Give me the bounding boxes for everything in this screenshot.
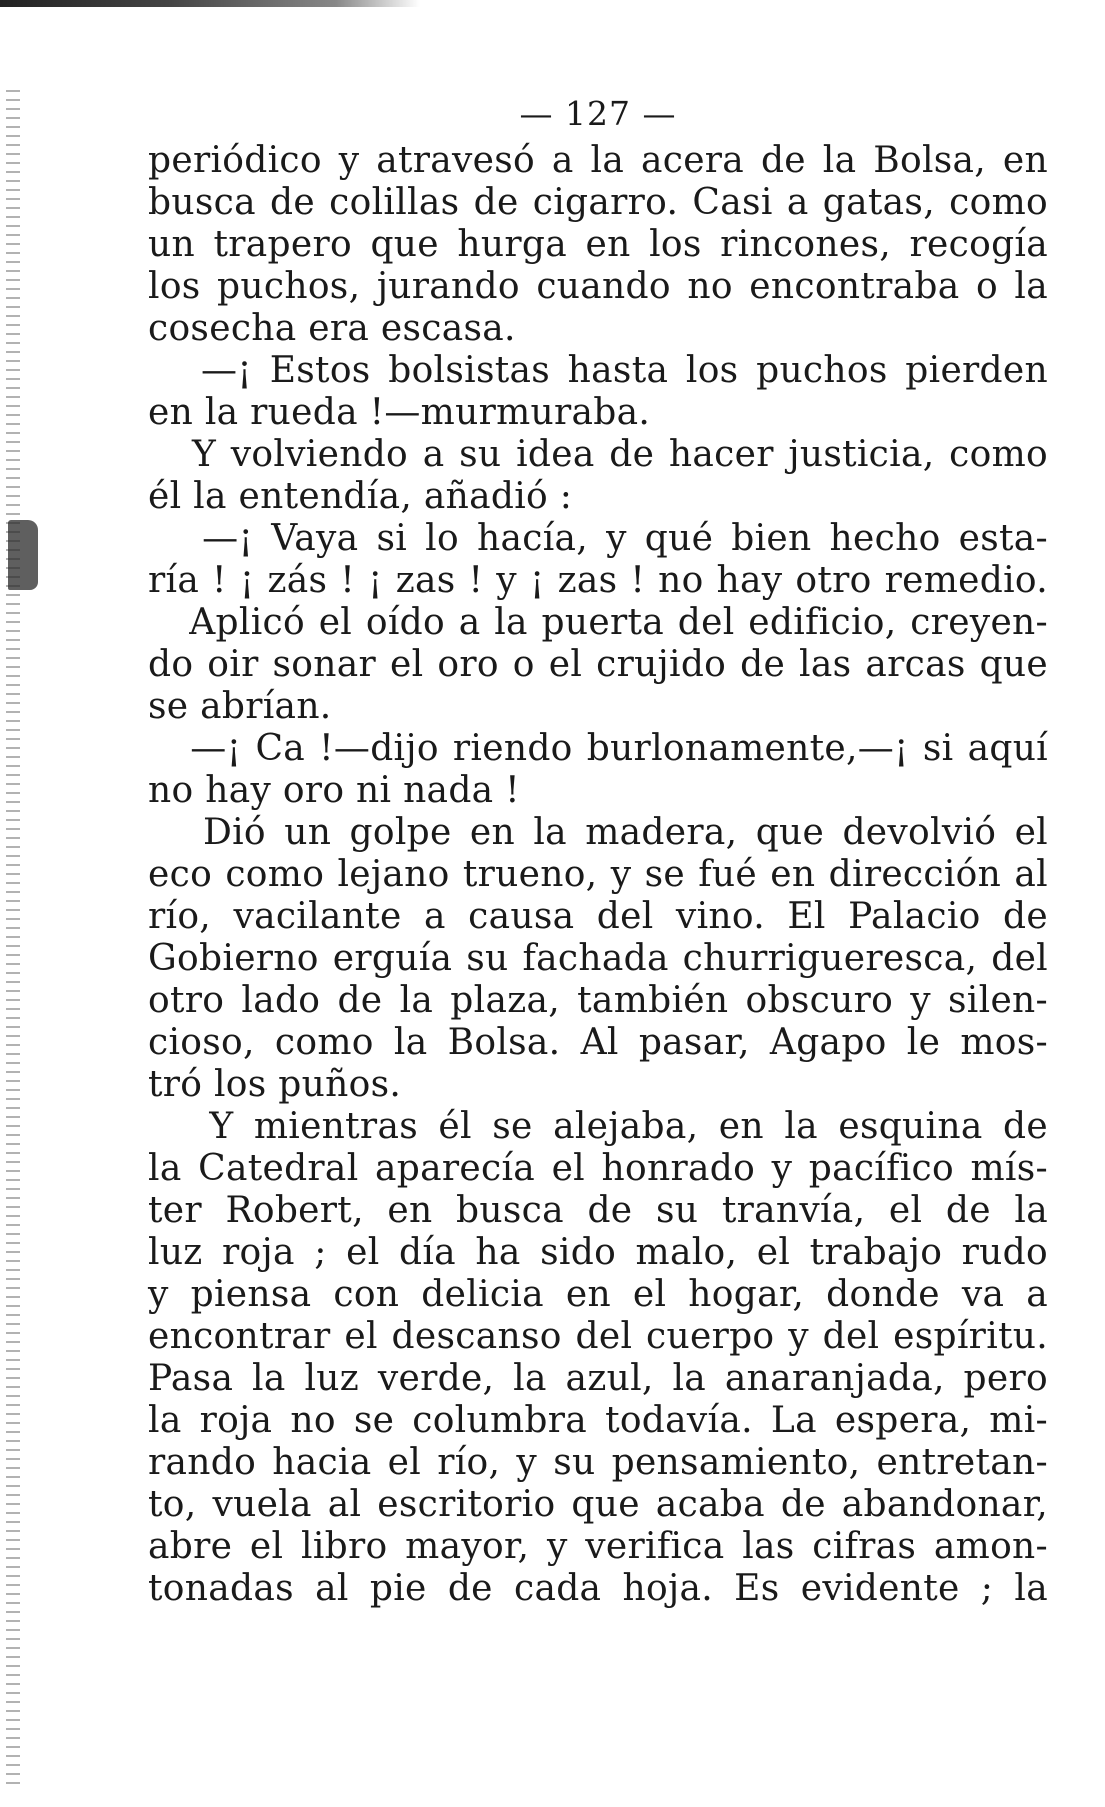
text-line: —¡ Vaya si lo hacía, y qué bien hecho esta- <box>148 518 1048 559</box>
page-number: — 127 — <box>519 94 677 133</box>
text-line: —¡ Estos bolsistas hasta los puchos pierden <box>148 350 1048 391</box>
text-line: tró los puños. <box>148 1064 402 1105</box>
text-line: rando hacia el río, y su pensamiento, entretan- <box>148 1442 1048 1483</box>
text-line: y piensa con delicia en el hogar, donde va a <box>148 1274 1048 1315</box>
text-line: eco como lejano trueno, y se fué en dirección al <box>148 854 1048 895</box>
text-line: abre el libro mayor, y verifica las cifras amon- <box>148 1526 1048 1567</box>
body-text <box>148 140 1048 1610</box>
text-line: tonadas al pie de cada hoja. Es evidente ; la <box>148 1568 1048 1609</box>
text-line: otro lado de la plaza, también obscuro y silen- <box>148 980 1048 1021</box>
text-line: Gobierno erguía su fachada churrigueresca, del <box>148 938 1048 979</box>
scan-top-edge <box>0 0 420 7</box>
text-line: periódico y atravesó a la acera de la Bolsa, en <box>148 140 1048 181</box>
text-line: él la entendía, añadió : <box>148 476 573 517</box>
text-line: luz roja ; el día ha sido malo, el trabajo rudo <box>148 1232 1048 1273</box>
binding-ink-blot <box>8 520 38 590</box>
text-line: to, vuela al escritorio que acaba de abandonar, <box>148 1484 1048 1525</box>
text-line: busca de colillas de cigarro. Casi a gatas, como <box>148 182 1048 223</box>
text-line: ter Robert, en busca de su tranvía, el de la <box>148 1190 1048 1231</box>
text-line: Dió un golpe en la madera, que devolvió el <box>148 812 1048 853</box>
text-line: cosecha era escasa. <box>148 308 516 349</box>
text-line: la Catedral aparecía el honrado y pacífico mís- <box>148 1148 1048 1189</box>
text-line: Aplicó el oído a la puerta del edificio, creyen- <box>148 602 1048 643</box>
text-line: encontrar el descanso del cuerpo y del espíritu. <box>148 1316 1048 1357</box>
text-line: río, vacilante a causa del vino. El Palacio de <box>148 896 1048 937</box>
text-line: do oir sonar el oro o el crujido de las arcas que <box>148 644 1048 685</box>
text-line: cioso, como la Bolsa. Al pasar, Agapo le mos- <box>148 1022 1048 1063</box>
text-line: en la rueda !—murmuraba. <box>148 392 651 433</box>
text-line: un trapero que hurga en los rincones, recogía <box>148 224 1048 265</box>
text-line: Pasa la luz verde, la azul, la anaranjada, pero <box>148 1358 1048 1399</box>
binding-edge <box>6 90 20 1790</box>
book-page <box>148 88 1048 1610</box>
text-line: ría ! ¡ zás ! ¡ zas ! y ¡ zas ! no hay otro remedio. <box>148 560 1048 601</box>
text-line: los puchos, jurando cuando no encontraba o la <box>148 266 1048 307</box>
text-line: no hay oro ni nada ! <box>148 770 520 811</box>
text-line: Y volviendo a su idea de hacer justicia, como <box>148 434 1048 475</box>
text-line: la roja no se columbra todavía. La espera, mi- <box>148 1400 1048 1441</box>
text-line: —¡ Ca !—dijo riendo burlonamente,—¡ si aquí <box>148 728 1048 769</box>
text-line: se abrían. <box>148 686 332 727</box>
text-line: Y mientras él se alejaba, en la esquina de <box>148 1106 1048 1147</box>
